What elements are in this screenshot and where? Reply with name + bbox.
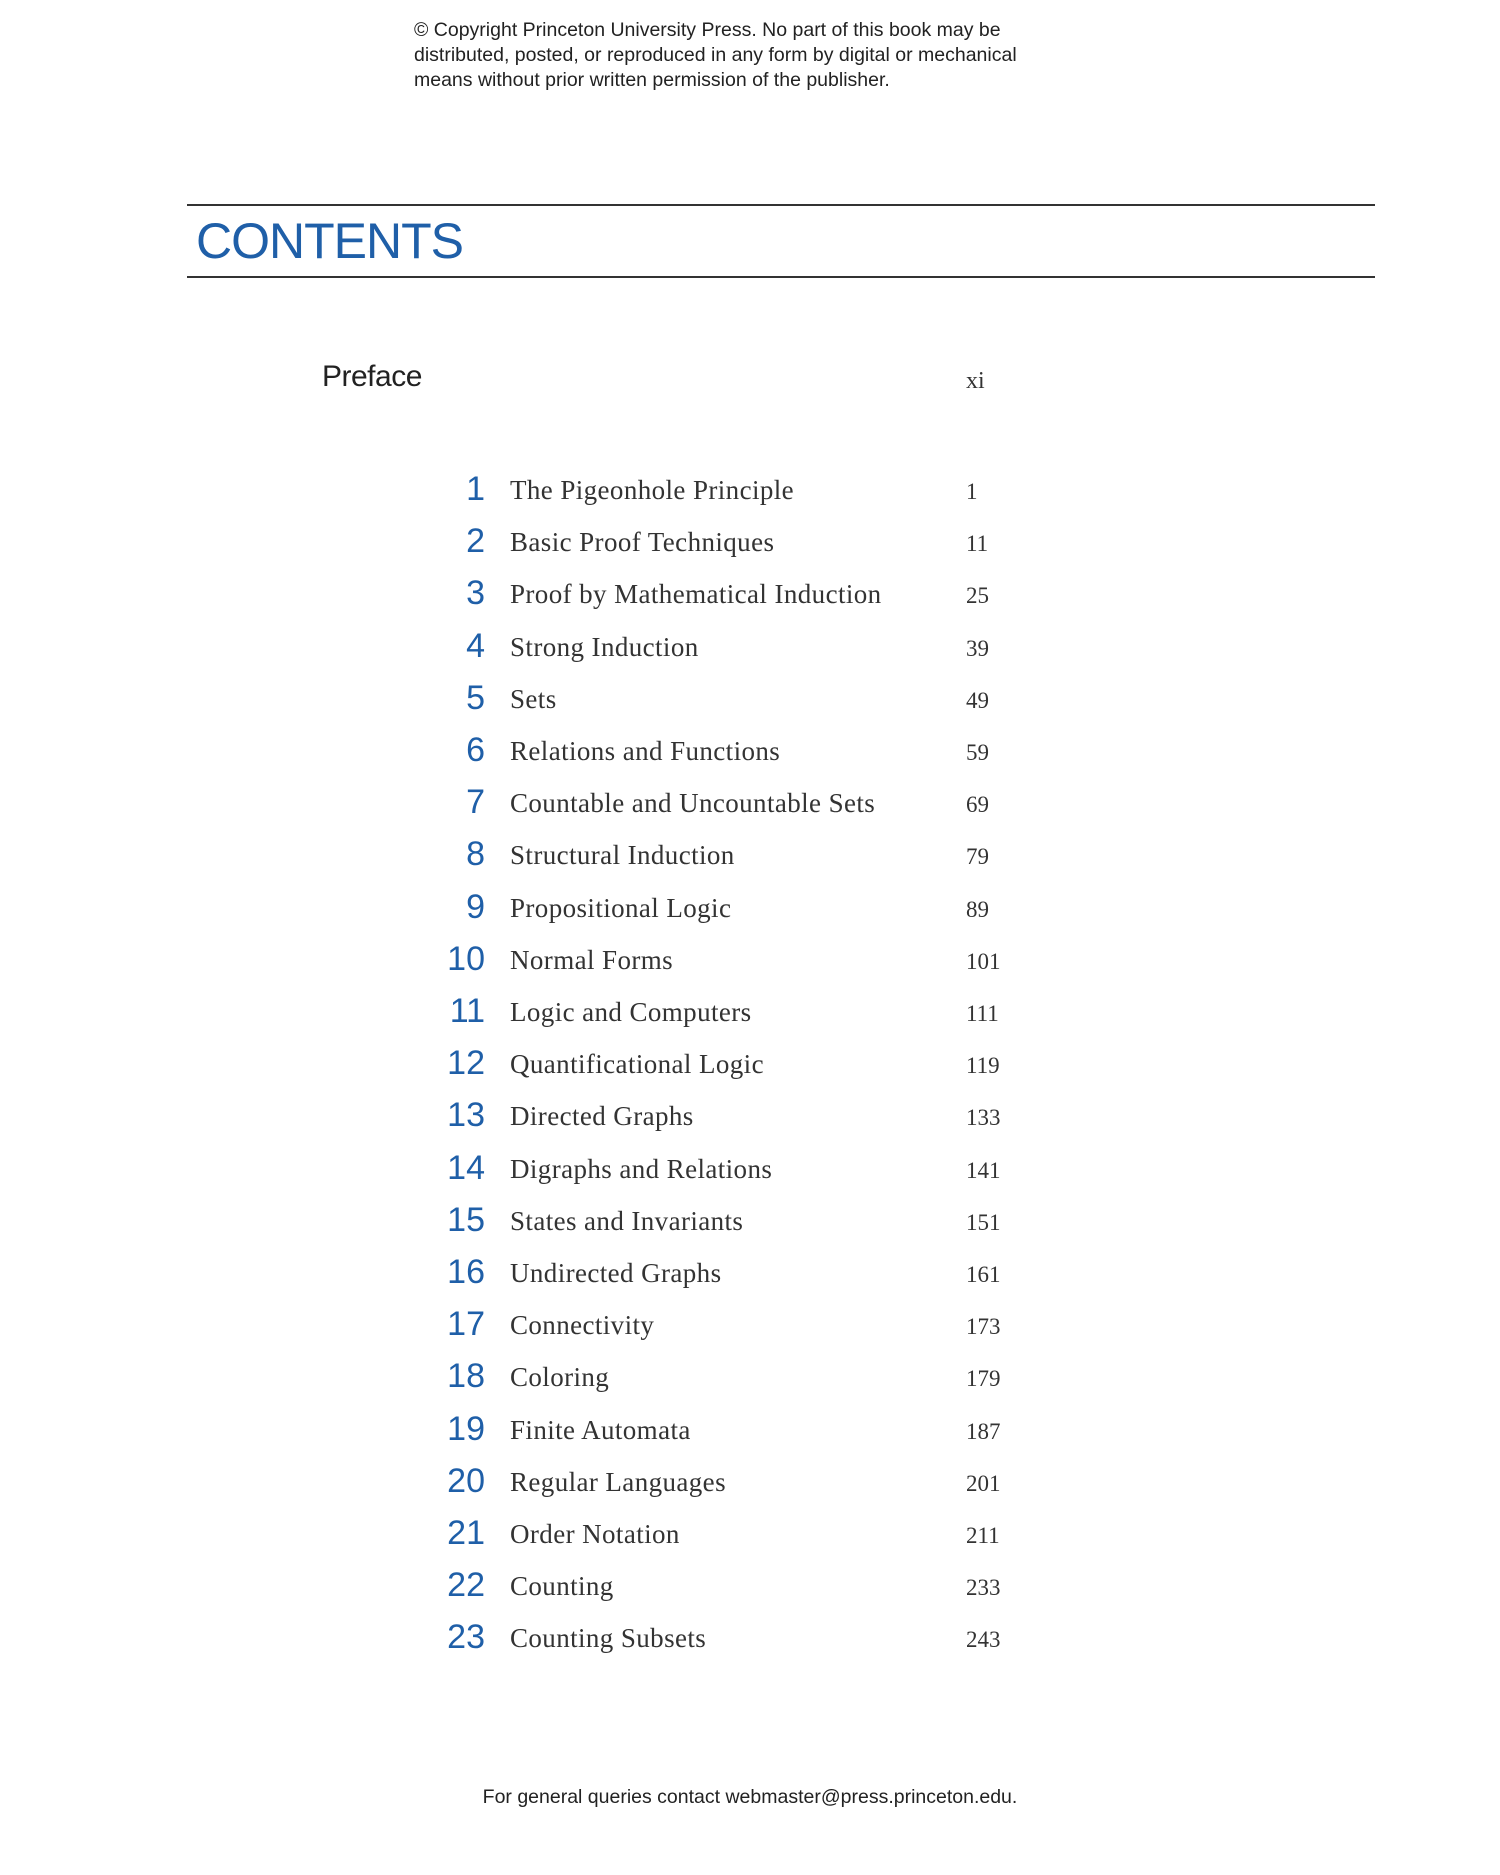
chapter-number: 4 [466, 626, 485, 665]
chapter-number: 23 [447, 1618, 485, 1657]
chapter-title: Directed Graphs [510, 1101, 694, 1132]
chapter-title: States and Invariants [510, 1205, 744, 1236]
chapter-title: Countable and Uncountable Sets [510, 788, 876, 819]
chapter-page: 179 [966, 1366, 1001, 1392]
chapter-page: 133 [966, 1105, 1001, 1131]
chapter-title: Finite Automata [510, 1414, 691, 1445]
chapter-page: 79 [966, 844, 989, 870]
toc-entry[interactable] [0, 992, 1100, 1044]
chapter-page: 89 [966, 896, 989, 922]
toc-entry[interactable] [0, 835, 1100, 887]
chapter-number: 9 [466, 887, 485, 926]
chapter-number: 17 [447, 1305, 485, 1344]
page-title: CONTENTS [196, 213, 463, 269]
chapter-page: 25 [966, 583, 989, 609]
copyright-line: distributed, posted, or reproduced in any form by digital or mechanical [414, 44, 1017, 66]
toc-entry[interactable] [0, 1253, 1100, 1305]
chapter-title: The Pigeonhole Principle [510, 475, 795, 505]
chapter-number: 20 [447, 1461, 485, 1500]
chapter-number: 19 [447, 1409, 485, 1448]
chapter-page: 187 [966, 1418, 1001, 1444]
chapter-title: Undirected Graphs [510, 1258, 722, 1288]
toc-entry[interactable] [0, 783, 1100, 835]
bottom-rule [187, 276, 1375, 278]
chapter-number: 2 [466, 522, 485, 561]
toc-entry[interactable] [0, 1462, 1100, 1514]
toc-entry[interactable] [0, 940, 1100, 992]
chapter-page: 141 [966, 1157, 1001, 1183]
chapter-number: 14 [447, 1148, 485, 1187]
chapter-page: 69 [966, 792, 989, 818]
chapter-page: 11 [966, 531, 989, 557]
toc-entry[interactable] [0, 1566, 1100, 1618]
copyright-line: means without prior written permission of the publisher. [414, 69, 890, 91]
chapter-title: Sets [510, 683, 557, 714]
chapter-number: 11 [449, 992, 485, 1030]
chapter-title: Logic and Computers [510, 997, 752, 1027]
chapter-page: 39 [966, 635, 989, 661]
chapter-title: Coloring [510, 1362, 610, 1393]
chapter-page: 173 [966, 1314, 1001, 1340]
preface-entry[interactable]: Preface [322, 360, 422, 393]
copyright-notice [414, 18, 1094, 93]
chapter-title: Proof by Mathematical Induction [510, 579, 882, 610]
chapter-number: 22 [447, 1566, 485, 1605]
chapter-title: Relations and Functions [510, 736, 781, 766]
toc-entry[interactable] [0, 574, 1100, 626]
chapter-title: Counting Subsets [510, 1623, 707, 1654]
chapter-title: Structural Induction [510, 840, 735, 871]
chapter-page: 243 [966, 1627, 1001, 1653]
toc-entry[interactable] [0, 679, 1100, 731]
chapter-number: 18 [447, 1357, 485, 1396]
chapter-title: Connectivity [510, 1310, 655, 1341]
chapter-number: 13 [447, 1096, 485, 1135]
footer-contact: For general queries contact webmaster@press.princeton.edu. [482, 1786, 1018, 1808]
toc-entry[interactable] [0, 470, 1100, 522]
chapter-number: 1 [466, 470, 485, 508]
chapter-title: Quantificational Logic [510, 1049, 764, 1080]
toc-entry[interactable] [0, 1514, 1100, 1566]
top-rule [187, 204, 1375, 206]
toc-entry[interactable] [0, 1096, 1100, 1148]
chapter-title: Basic Proof Techniques [510, 527, 775, 558]
chapter-number: 15 [447, 1200, 485, 1239]
chapter-page: 119 [966, 1053, 1000, 1079]
copyright-line: © Copyright Princeton University Press. No part of this book may be [414, 19, 1001, 41]
chapter-page: 1 [966, 479, 978, 504]
chapter-number: 8 [466, 835, 485, 874]
toc-entry[interactable] [0, 888, 1100, 940]
chapter-title: Normal Forms [510, 944, 674, 975]
toc-entry[interactable] [0, 1044, 1100, 1096]
chapter-page: 49 [966, 687, 989, 713]
chapter-page: 233 [966, 1575, 1001, 1601]
chapter-page: 201 [966, 1470, 1001, 1496]
chapter-title: Order Notation [510, 1519, 680, 1549]
chapter-page: 161 [966, 1262, 1001, 1287]
chapter-number: 7 [466, 783, 485, 822]
toc-entry[interactable] [0, 1618, 1100, 1670]
chapter-number: 6 [466, 731, 485, 769]
chapter-page: 101 [966, 948, 1001, 974]
toc-entry[interactable] [0, 1149, 1100, 1201]
chapter-page: 151 [966, 1209, 1001, 1235]
toc-entry[interactable] [0, 731, 1100, 783]
chapter-title: Strong Induction [510, 631, 699, 662]
toc-entry[interactable] [0, 1201, 1100, 1253]
chapter-number: 3 [466, 574, 485, 613]
chapter-title: Counting [510, 1571, 614, 1602]
chapter-number: 16 [447, 1253, 485, 1291]
chapter-number: 12 [447, 1044, 485, 1083]
chapter-title: Propositional Logic [510, 892, 732, 923]
chapter-title: Digraphs and Relations [510, 1153, 773, 1184]
chapter-number: 10 [447, 939, 485, 978]
toc-entry[interactable] [0, 522, 1100, 574]
chapter-page: 111 [966, 1001, 999, 1026]
chapter-page: 211 [966, 1523, 1000, 1548]
chapter-title: Regular Languages [510, 1466, 726, 1497]
toc-entry[interactable] [0, 1357, 1100, 1409]
toc-entry[interactable] [0, 1305, 1100, 1357]
toc-entry[interactable] [0, 1410, 1100, 1462]
chapter-number: 5 [466, 678, 485, 717]
toc-entry[interactable] [0, 627, 1100, 679]
preface-page: xi [966, 368, 985, 394]
chapter-page: 59 [966, 740, 989, 765]
chapter-number: 21 [447, 1514, 485, 1552]
